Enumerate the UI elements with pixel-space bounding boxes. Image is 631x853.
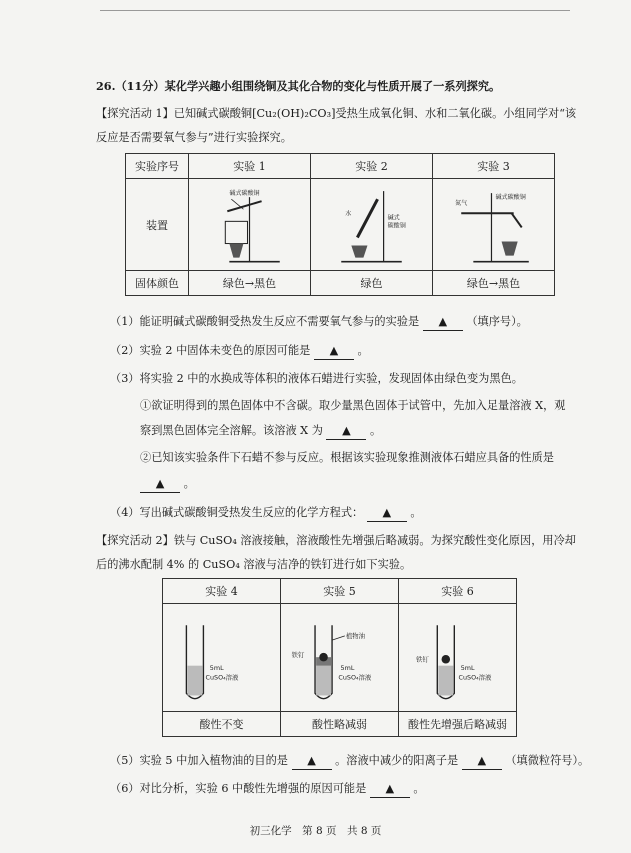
answer-blank[interactable]: ▲ (314, 343, 354, 360)
exp5-oil: 植物油 (345, 632, 366, 641)
activity2-intro-1: 【探究活动 2】铁与 CuSO₄ 溶液接触，溶液酸性先增强后略减弱。为探究酸性变化原因，用冷却 (96, 534, 576, 547)
table2-header: 实验 6 (399, 579, 517, 604)
answer-blank[interactable]: ▲ (140, 476, 180, 493)
exp6-sol: CuSO₄溶液 (458, 673, 492, 682)
question-3-1a: ①欲证明得到的黑色固体中不含碳。取少量黑色固体于试管中，先加入足量溶液 X，观 (140, 399, 566, 412)
q3-2b-tail: 。 (183, 477, 195, 490)
answer-blank[interactable]: ▲ (462, 753, 502, 770)
exp5-sol: CuSO₄溶液 (338, 673, 372, 682)
question-3: （3）将实验 2 中的水换成等体积的液体石蜡进行实验，发现固体由绿色变为黑色。 (110, 372, 523, 385)
activity1-intro-1: 【探究活动 1】已知碱式碳酸铜[Cu₂(OH)₂CO₃]受热生成氧化铜、水和二氧化碳。小组同学对“该 (96, 107, 577, 120)
top-rule (100, 10, 570, 11)
apparatus-exp3-drawing (433, 179, 554, 270)
apparatus-exp6 (399, 604, 517, 712)
answer-blank[interactable]: ▲ (423, 314, 463, 331)
q1-text: （1）能证明碱式碳酸铜受热发生反应不需要氧气参与的实验是 (110, 315, 420, 328)
question-5 (110, 753, 589, 770)
q6-text: （6）对比分析，实验 6 中酸性先增强的原因可能是 (110, 782, 367, 795)
q4-tail: 。 (410, 506, 422, 519)
question-3-1b (140, 423, 381, 440)
exp4-vol: 5mL (209, 664, 224, 673)
question-6 (110, 781, 425, 798)
device-label: 装置 (126, 179, 189, 271)
table2-header: 实验 5 (281, 579, 399, 604)
exp4-sol: CuSO₄溶液 (205, 673, 239, 682)
apparatus-exp5-drawing (281, 604, 398, 710)
q2-text: （2）实验 2 中固体未变色的原因可能是 (110, 344, 311, 357)
exp2-label1: 碱式 (387, 214, 400, 222)
exp6-vol: 5mL (460, 664, 475, 673)
q3-1b-text: 察到黑色固体完全溶解。该溶液 X 为 (140, 424, 323, 437)
q3-1b-tail: 。 (370, 424, 382, 437)
apparatus-exp4 (163, 604, 281, 712)
apparatus-exp5 (281, 604, 399, 712)
q4-text: （4）写出碱式碳酸铜受热发生反应的化学方程式： (110, 506, 364, 519)
answer-blank[interactable]: ▲ (367, 505, 407, 522)
page-footer: 初三化学 第 8 页 共 8 页 (249, 825, 382, 837)
table2-header: 实验 4 (163, 579, 281, 604)
table1-header: 实验 3 (433, 154, 555, 179)
apparatus-exp1 (189, 179, 311, 271)
table1-header: 实验 1 (189, 154, 311, 179)
question-2 (110, 343, 369, 360)
apparatus-exp4-drawing (163, 604, 280, 710)
q5-mid: 。溶液中减少的阳离子是 (335, 754, 459, 767)
question-3-2a: ②已知该实验条件下石蜡不参与反应。根据该实验现象推测液体石蜡应具备的性质是 (140, 451, 554, 464)
q5-tail: （填微粒符号）。 (505, 754, 590, 767)
apparatus-exp2-drawing (311, 179, 432, 270)
q1-tail: （填序号）。 (466, 315, 528, 328)
apparatus-exp1-drawing (189, 179, 310, 270)
question-header: 26.（11分）某化学兴趣小组围绕铜及其化合物的变化与性质开展了一系列探究。 (96, 79, 501, 93)
table1-header: 实验序号 (126, 154, 189, 179)
result-value: 酸性略减弱 (281, 712, 399, 737)
result-value: 酸性先增强后略减弱 (399, 712, 517, 737)
exp1-label: 碱式碳酸铜 (229, 190, 260, 198)
apparatus-exp3 (433, 179, 555, 271)
apparatus-exp6-drawing (399, 604, 516, 710)
experiment-table-2 (162, 578, 517, 737)
question-1 (110, 314, 528, 331)
color-label: 固体颜色 (126, 271, 189, 296)
color-value: 绿色→黑色 (433, 271, 555, 296)
question-3-2b (140, 476, 195, 493)
color-value: 绿色 (311, 271, 433, 296)
answer-blank[interactable]: ▲ (292, 753, 332, 770)
activity1-intro-2: 反应是否需要氧气参与”进行实验探究。 (96, 131, 292, 144)
exp5-vol: 5mL (340, 664, 355, 673)
exp2-label2: 碳酸铜 (387, 222, 406, 230)
exp2-water-label: 水 (345, 210, 352, 218)
result-value: 酸性不变 (163, 712, 281, 737)
q6-tail: 。 (413, 782, 425, 795)
exp5-nail: 铁钉 (291, 651, 305, 660)
question-4 (110, 505, 422, 522)
exp3-label: 碱式碳酸铜 (495, 194, 526, 202)
experiment-table-1 (125, 153, 555, 296)
q2-tail: 。 (357, 344, 369, 357)
exp3-gas-label: 氮气 (455, 200, 468, 208)
color-value: 绿色→黑色 (189, 271, 311, 296)
activity2-intro-2: 后的沸水配制 4% 的 CuSO₄ 溶液与洁净的铁钉进行如下实验。 (96, 558, 412, 571)
answer-blank[interactable]: ▲ (326, 423, 366, 440)
table1-header: 实验 2 (311, 154, 433, 179)
apparatus-exp2 (311, 179, 433, 271)
exp6-nail: 铁钉 (416, 655, 429, 664)
q5-text: （5）实验 5 中加入植物油的目的是 (110, 754, 288, 767)
answer-blank[interactable]: ▲ (370, 781, 410, 798)
